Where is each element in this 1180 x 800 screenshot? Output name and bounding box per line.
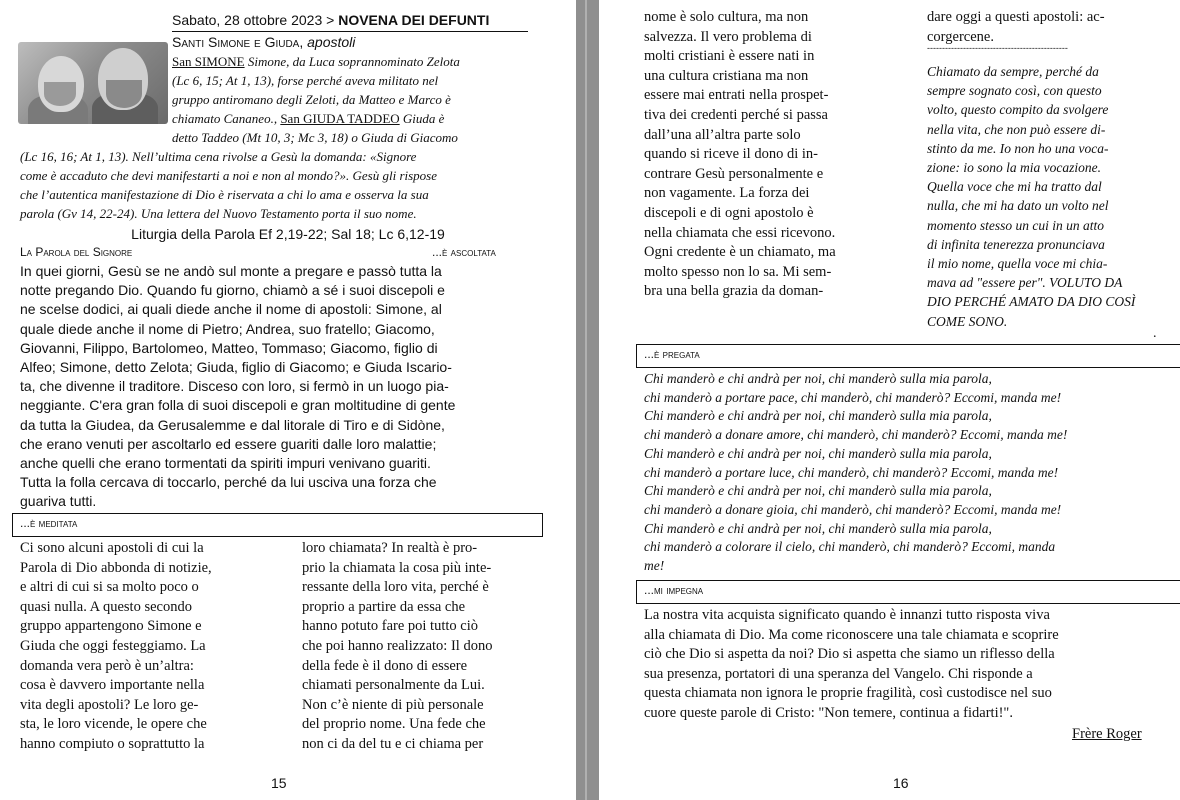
saints-role: apostoli (307, 34, 356, 50)
impegna-header: ...mi impegna (636, 580, 1180, 604)
header-title: NOVENA DEI DEFUNTI (338, 12, 490, 28)
stray-dot: . (1153, 326, 1157, 341)
gospel-text: In quei giorni, Gesù se ne andò sul monte a pregare e passò tutta la notte pregando Dio. Quando fu giorno, chiamò a sé i suoi discepoli e ne scelse dodici, ai quali diede anche il nome di apostoli: Simone, al quale diede anche il nome di Pietro; Andrea, suo fratello; Giacomo, Giovanni, Filippo, Bartolomeo, Matteo, Tommaso; Giacomo, figlio di Alfeo; Simone, detto Zelota; Giuda, figlio di Giacomo; e Giuda Iscario- ta, che divenne il traditore. Disceso con loro, si fermò in un luogo pia- neggiante. C'era gran folla di suoi discepoli e gran moltitudine di gente da tutta la Giudea, da Gerusalemme e dal litorale di Tiro e di Sidòne, che erano venuti per ascoltarlo ed essere guariti dalle loro malattie; anche quelli che erano tormentati da spiriti impuri venivano guariti. Tutta la folla cercava di toccarlo, perché da lui usciva una forza che guariva tutti. (20, 263, 456, 510)
bio-block-top: San SIMONE Simone, da Luca soprannominato Zelota (Lc 6, 15; At 1, 13), forse perché aveva militato nel gruppo antiromano degli Zeloti, da Matteo e Marco è chiamato Cananeo., San GIUDA TADDEO Giuda è detto Taddeo (Mt 10, 3; Mc 3, 18) o Giuda di Giacomo (172, 54, 460, 145)
author-signature: Frère Roger (1072, 726, 1142, 742)
saints-names: Santi Simone e Giuda, (172, 34, 304, 50)
bio-block-bottom: (Lc 16, 16; At 1, 13). Nell’ultima cena rivolse a Gesù la domanda: «Signore come è accaduto che devi manifestarti a noi e non al mondo?». Gesù gli rispose che l’autentica manifestazione di Dio è riservata a chi lo ama e osserva la sua parola (Gv 14, 22-24). Una lettera del Nuovo Testamento porta il suo nome. (20, 149, 438, 221)
page-number-left: 15 (271, 775, 287, 791)
header-date: Sabato, 28 ottobre 2023 (172, 12, 323, 28)
meditata-header: ...è meditata (12, 513, 543, 537)
right-page (599, 0, 1180, 800)
ascoltata-label: ...è ascoltata (432, 245, 496, 259)
liturgy-line: Liturgia della Parola Ef 2,19-22; Sal 18; Lc 6,12-19 (131, 226, 445, 242)
quote-block: Chiamato da sempre, perché da sempre sognato così, con questo volto, questo compito da svolgere nella vita, che non può essere di- stinto da me. Io non ho una voca- zione: io sono la mia vocazione. Quella voce che mi ha tratto dal nulla, che mi ha dato un volto nel momento stesso un cui in un atto di infinita tenerezza pronunciava il mio nome, quella voce mi chia- mava ad "essere per". VOLUTO DA DIO PERCHÉ AMATO DA DIO COSÌ COME SONO. (927, 64, 1136, 329)
page-number-right: 16 (893, 775, 909, 791)
header (172, 12, 522, 28)
right-col-2: dare oggi a questi apostoli: ac- corgercene. (927, 9, 1105, 45)
left-page (0, 0, 576, 800)
right-col-1: nome è solo cultura, ma non salvezza. Il vero problema di molti cristiani è essere nati in una cultura cristiana ma non essere mai entrati nella prospet- tiva dei credenti perché si passa dall’una all’altra parte solo quando si riceve il dono di in- contrare Gesù personalmente e non vagamente. La forza dei discepoli e di ogni apostolo è nella chiamata che essi ricevono. Ogni credente è un chiamato, ma molto spesso non lo sa. Mi sem- bra una bella grazia da doman- (644, 9, 836, 300)
meditata-col-2: loro chiamata? In realtà è pro- prio la chiamata la cosa più inte- ressante della loro vita, perché è proprio a partire da essa che hanno potuto fare poi tutto ciò che poi hanno realizzato: Il dono della fede è il dono di essere chiamati personalmente da Lui. Non c’è niente di più personale del proprio nome. Una fede che non ci da del tu e ci chiama per (302, 540, 493, 752)
parola-label: La Parola del Signore (20, 245, 133, 259)
pregata-header: ...è pregata (636, 344, 1180, 368)
san-simone-link: San SIMONE (172, 54, 245, 69)
meditata-col-1: Ci sono alcuni apostoli di cui la Parola di Dio abbonda di notizie, e altri di cui si sa molto poco o quasi nulla. A questo secondo gruppo appartengono Simone e Giuda che oggi festeggiamo. La domanda vera però è un’altra: cosa è davvero importante nella vita degli apostoli? Le loro ge- sta, le loro vicende, le opere che hanno compiuto o soprattutto la (20, 540, 212, 752)
saints-title (172, 34, 355, 50)
divider: ----------------------------------------------- (927, 43, 1068, 53)
prayer-text: Chi manderò e chi andrà per noi, chi manderò sulla mia parola, chi manderò a portare pace, chi manderò, chi manderò? Eccomi, manda me! Chi manderò e chi andrà per noi, chi manderò sulla mia parola, chi manderò a donare amore, chi manderò, chi manderò? Eccomi, manda me! Chi manderò e chi andrà per noi, chi manderò sulla mia parola, chi manderò a portare luce, chi manderò, chi manderò? Eccomi, manda me! Chi manderò e chi andrà per noi, chi manderò sulla mia parola, chi manderò a donare gioia, chi manderò, chi manderò? Eccomi, manda me! Chi manderò e chi andrà per noi, chi manderò sulla mia parola, chi manderò a colorare il cielo, chi manderò, chi manderò? Eccomi, manda me! (644, 371, 1068, 574)
san-giuda-link: San GIUDA TADDEO (280, 111, 400, 126)
page-gutter (576, 0, 599, 800)
saints-image (18, 42, 168, 124)
impegna-text: La nostra vita acquista significato quando è innanzi tutto risposta viva alla chiamata di Dio. Ma come riconoscere una tale chiamata e scoprire ciò che Dio si aspetta da noi? Dio si aspetta che siamo un riflesso della sua presenza, portatori di una speranza del Vangelo. Chi risponde a questa chiamata non ignora le proprie fragilità, così custodisce nel suo cuore queste parole di Cristo: "Non temere, continua a fidarti!". (644, 607, 1059, 721)
header-separator: > (326, 12, 335, 28)
